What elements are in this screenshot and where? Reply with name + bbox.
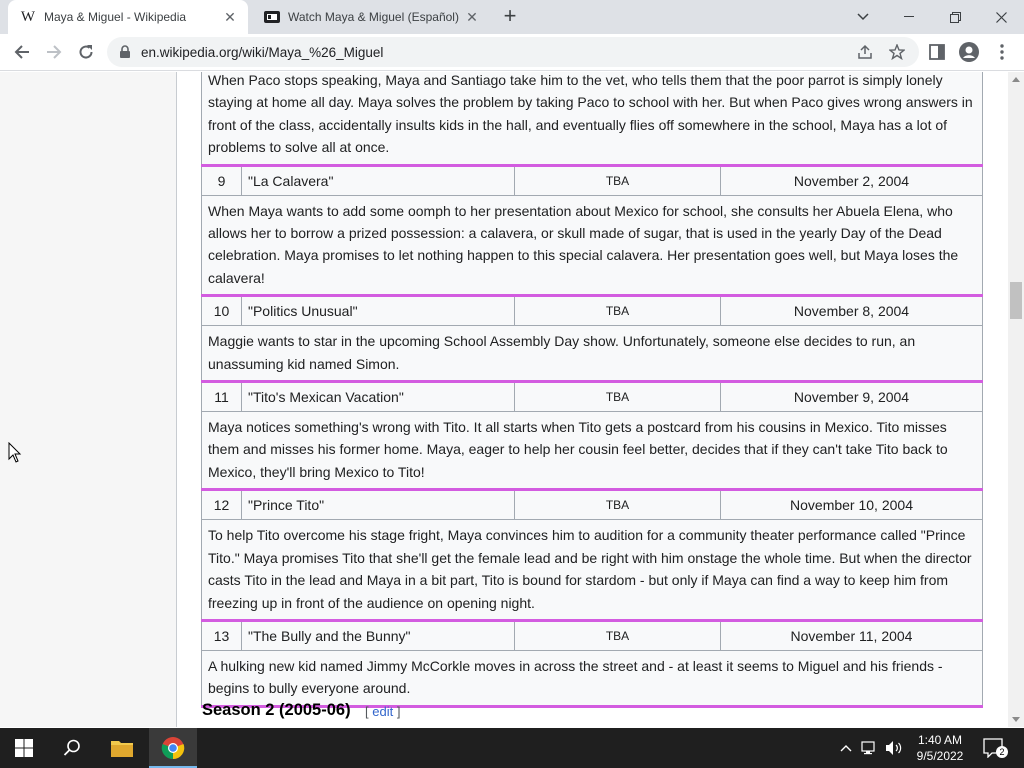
back-button[interactable] xyxy=(8,38,36,66)
search-button[interactable] xyxy=(48,728,96,768)
tab-watch-maya[interactable] xyxy=(252,0,490,34)
episode-summary: When Maya wants to add some oomph to her presentation about Mexico for school, she consults her Abuela Elena, who allows her to borrow a prized possession: a calavera, or skull made of sugar, that is used in the yearly Day of the Dead celebration. Maya promises to let nothing happen to this special calavera. Her presentation goes well, but Maya loses the calavera! xyxy=(202,195,983,296)
network-icon[interactable] xyxy=(860,738,880,758)
episode-summary: Maggie wants to star in the upcoming School Assembly Day show. Unfortunately, someone else decides to run, an unassuming kid named Simon. xyxy=(202,326,983,382)
reload-icon xyxy=(78,44,94,60)
episode-summary: When Paco stops speaking, Maya and Santiago take him to the vet, who tells them that the poor parrot is simply lonely staying at home all day. Maya solves the problem by taking Paco to school with her. But when Paco gives wrong answers in front of the class, accidentally insults kids in the hall, and eventually flies off somewhere in the school, Maya has a lot of problems to solve all at once. xyxy=(202,72,983,165)
scroll-down-arrow-icon[interactable] xyxy=(1012,717,1020,722)
table-row xyxy=(202,165,983,195)
url-text[interactable]: en.wikipedia.org/wiki/Maya_%26_Miguel xyxy=(141,45,384,60)
search-icon xyxy=(63,739,81,757)
tab-strip xyxy=(0,0,1024,34)
notification-center-button[interactable] xyxy=(982,738,1006,758)
share-icon[interactable] xyxy=(855,42,875,62)
episode-airdate: November 2, 2004 xyxy=(721,165,983,195)
restore-icon xyxy=(950,12,961,23)
episode-airdate: November 8, 2004 xyxy=(721,296,983,326)
episode-number: 9 xyxy=(202,165,242,195)
tab-search-button[interactable] xyxy=(840,0,886,34)
video-favicon-icon xyxy=(264,9,280,25)
episode-number: 10 xyxy=(202,296,242,326)
menu-button[interactable] xyxy=(988,38,1016,66)
episode-airdate: November 11, 2004 xyxy=(721,620,983,650)
file-explorer-button[interactable] xyxy=(98,728,146,768)
episode-summary: Maya notices something's wrong with Tito. It all starts when Tito gets a postcard from his cousins in Mexico. Tito misses them and misses his former home. Maya, eager to help her cousin feel better, decides that if they can't take Tito back to Mexico, they'll bring Mexico to Tito! xyxy=(202,412,983,490)
close-icon xyxy=(996,12,1007,23)
episode-title: "Politics Unusual" xyxy=(242,296,515,326)
side-panel-button[interactable] xyxy=(923,38,951,66)
episode-title: "Tito's Mexican Vacation" xyxy=(242,382,515,412)
clock-time: 1:40 AM xyxy=(917,733,963,747)
close-tab-icon[interactable]: ✕ xyxy=(224,9,236,25)
start-button[interactable] xyxy=(0,728,48,768)
episode-number: 13 xyxy=(202,620,242,650)
tab-title: Watch Maya & Miguel (Español) xyxy=(288,10,459,24)
minimize-button[interactable] xyxy=(886,0,932,34)
edit-section xyxy=(365,704,400,719)
close-window-button[interactable] xyxy=(978,0,1024,34)
episode-title: "Prince Tito" xyxy=(242,490,515,520)
close-tab-icon[interactable]: ✕ xyxy=(466,9,478,25)
clock-date: 9/5/2022 xyxy=(916,749,964,763)
kebab-menu-icon xyxy=(1000,44,1004,60)
scrollbar-thumb[interactable] xyxy=(1010,282,1022,319)
address-bar[interactable] xyxy=(107,37,919,67)
tab-wikipedia[interactable] xyxy=(8,0,248,34)
profile-button[interactable] xyxy=(955,38,983,66)
table-row xyxy=(202,620,983,650)
episode-writer: TBA xyxy=(515,620,721,650)
episode-summary: A hulking new kid named Jimmy McCorkle moves in across the street and - at least it seems to Miguel and his friends - begins to bully everyone around. xyxy=(202,650,983,706)
table-row xyxy=(202,296,983,326)
chevron-down-icon xyxy=(857,13,869,21)
episode-table xyxy=(201,72,983,708)
profile-avatar-icon xyxy=(959,42,979,62)
wikipedia-sidebar xyxy=(0,72,177,727)
episode-summary: To help Tito overcome his stage fright, Maya convinces him to audition for a community theater performance called "Prince Tito." Maya promises Tito that she'll get the female lead and be right with him onstage the whole time. But when the director casts Tito in the lead and Maya in a bit part, Tito is bound for stardom - but only if Maya can find a way to keep him from freezing up in front of the audience on opening night. xyxy=(202,520,983,621)
bookmark-star-icon[interactable] xyxy=(887,42,907,62)
wikipedia-favicon-icon: W xyxy=(20,8,36,25)
folder-icon xyxy=(110,738,134,758)
reload-button[interactable] xyxy=(72,38,100,66)
section-heading: Season 2 (2005-06) xyxy=(202,701,351,719)
edit-bracket-open: [ xyxy=(365,704,373,719)
windows-logo-icon xyxy=(15,739,33,757)
episode-writer: TBA xyxy=(515,490,721,520)
forward-button[interactable] xyxy=(40,38,68,66)
browser-toolbar xyxy=(0,34,1024,71)
lock-icon[interactable] xyxy=(119,45,131,59)
side-panel-icon xyxy=(929,44,945,60)
scroll-up-arrow-icon[interactable] xyxy=(1012,77,1020,82)
episode-number: 11 xyxy=(202,382,242,412)
episode-title: "La Calavera" xyxy=(242,165,515,195)
chrome-taskbar-button[interactable] xyxy=(149,728,197,768)
tab-title: Maya & Miguel - Wikipedia xyxy=(44,10,187,24)
volume-icon[interactable] xyxy=(884,738,904,758)
episode-airdate: November 9, 2004 xyxy=(721,382,983,412)
table-row xyxy=(202,490,983,520)
chrome-icon xyxy=(161,736,185,760)
episode-writer: TBA xyxy=(515,165,721,195)
taskbar-clock[interactable] xyxy=(908,732,972,764)
episode-airdate: November 10, 2004 xyxy=(721,490,983,520)
episode-writer: TBA xyxy=(515,296,721,326)
episode-number: 12 xyxy=(202,490,242,520)
episode-writer: TBA xyxy=(515,382,721,412)
edit-bracket-close: ] xyxy=(393,704,401,719)
mouse-cursor-icon xyxy=(8,442,22,464)
episode-title: "The Bully and the Bunny" xyxy=(242,620,515,650)
new-tab-button[interactable]: + xyxy=(503,3,517,28)
windows-taskbar xyxy=(0,728,1024,768)
page-content xyxy=(0,72,1008,727)
arrow-right-icon xyxy=(46,44,62,60)
arrow-left-icon xyxy=(14,44,30,60)
show-hidden-icons-chevron-icon[interactable] xyxy=(836,738,856,758)
notification-count-badge: 2 xyxy=(996,746,1008,758)
restore-button[interactable] xyxy=(932,0,978,34)
minimize-icon xyxy=(904,16,914,18)
table-row xyxy=(202,382,983,412)
edit-section-link[interactable]: edit xyxy=(372,704,394,719)
vertical-scrollbar[interactable] xyxy=(1008,72,1024,727)
